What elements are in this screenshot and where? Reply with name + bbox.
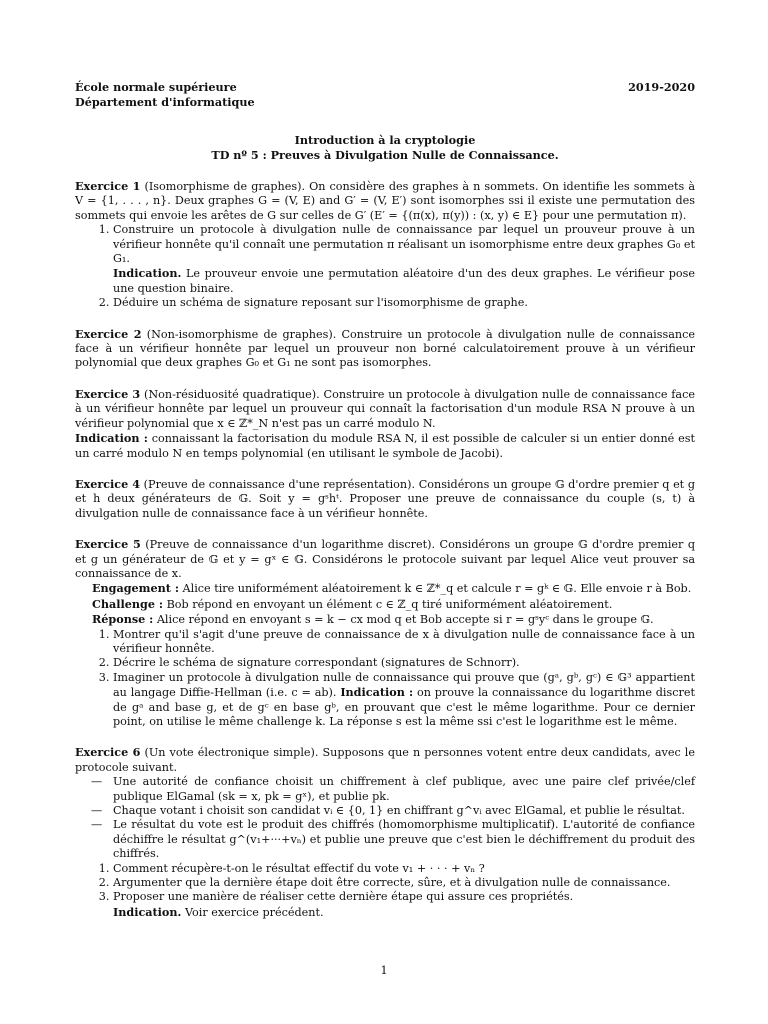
protocol-bullet-3: — Le résultat du vote est le produit des chiffrés (homomorphisme multiplicatif). L'autorité de confiance déchiffre le résultat g^(v₁+···+vₙ) et publie une preuve que c'est bien le déchiffrement du produit des chiffrés. [113, 818, 695, 861]
indication-text: connaissant la factorisation du module RSA N, il est possible de calculer si un entier donné est un carré modulo N en temps polynomial (en utilisant le symbole de Jacobi). [75, 432, 695, 460]
exercise-2-heading: Exercice 2 [75, 326, 142, 341]
exercise-6-item-3: 3. Proposer une manière de réaliser cette dernière étape qui assure ces propriétés. Indication. Voir exercice précédent. [113, 890, 695, 920]
td-title: TD nº 5 : Preuves à Divulgation Nulle de Connaissance. [211, 148, 559, 162]
header [75, 80, 695, 109]
exercise-1-intro: (Isomorphisme de graphes). On considère des graphes à n sommets. On identifie les sommets à V = {1, . . . , n}. Deux graphes G = (V, E) and G′ = (V, E′) sont isomorphes ssi il existe une permutation des sommets qui envoie les arêtes de G sur celles de G′ (E′ = {(π(x), π(y)) : (x, y) ∈ E} pour une permutation π). [75, 180, 696, 222]
exercise-6-items [75, 862, 695, 921]
exercise-6-heading: Exercice 6 [75, 745, 141, 760]
indication-label: Indication : [340, 685, 414, 700]
exercise-1-item-2: 2. Déduire un schéma de signature reposant sur l'isomorphisme de graphe. [113, 296, 695, 310]
exercise-3-text: (Non-résiduosité quadratique). Construire un protocole à divulgation nulle de connaissance face à un vérifieur honnête par lequel un prouveur qui connaît la factorisation d'un module RSA N prouve à un vérifieur polynomial que x ∈ ℤ*_N n'est pas un carré modulo N. [75, 387, 695, 430]
department-name: Département d'informatique [75, 94, 255, 109]
exercise-6-item-1: 1. Comment récupère-t-on le résultat effectif du vote v₁ + · · · + vₙ ? [113, 862, 695, 876]
school-name: École normale supérieure [75, 80, 237, 94]
protocol-bullet-2: — Chaque votant i choisit son candidat vᵢ ∈ {0, 1} en chiffrant g^vᵢ avec ElGamal, et publie le résultat. [113, 804, 695, 818]
page-number: 1 [380, 964, 388, 977]
exercise-6-item-2: 2. Argumenter que la dernière étape doit être correcte, sûre, et à divulgation nulle de connaissance. [113, 876, 695, 890]
exercise-5-items [75, 628, 695, 730]
exercise-5-item-3: 3. Imaginer un protocole à divulgation nulle de connaissance qui prouve que (gᵃ, gᵇ, gᶜ) ∈ 𝔾³ appartient au langage Diffie-Hellman (i.e. c = ab). Indication : on prouve la connaissance du logarithme discret de gᵃ and base g, et de gᶜ en base gᵇ, en prouvant que c'est le même logarithme. Pour ce dernier point, on utilise le même challenge k. La réponse s est la même ssi c'est le logarithme est le même. [113, 671, 695, 730]
exercise-5-intro: (Preuve de connaissance d'un logarithme discret). Considérons un groupe 𝔾 d'ordre premier q et g un générateur de 𝔾 et y = gˣ ∈ 𝔾. Considérons le protocole suivant par lequel Alice veut prouver sa connaissance de x. [75, 538, 696, 580]
exercise-5-heading: Exercice 5 [75, 537, 141, 552]
exercise-1-heading: Exercice 1 [75, 179, 141, 193]
exercise-2 [75, 327, 695, 371]
exercise-4-text: (Preuve de connaissance d'une représentation). Considérons un groupe 𝔾 d'ordre premier q et g et h deux générateurs de 𝔾. Soit y = gˢhᵗ. Proposer une preuve de connaissance du couple (s, t) à divulgation nulle de connaissance face à un vérifieur honnête. [75, 477, 696, 520]
document-title [75, 133, 695, 163]
indication-label: Indication. [113, 266, 182, 281]
exercise-3 [75, 387, 695, 461]
protocol-response: Réponse : Alice répond en envoyant s = k − cx mod q et Bob accepte si r = gˢyᶜ dans le groupe 𝔾. [92, 612, 654, 627]
protocol-steps [75, 581, 695, 627]
exercise-2-text: (Non-isomorphisme de graphes). Construire un protocole à divulgation nulle de connaissance face à un vérifieur honnête par lequel un prouveur non borné calculatoirement prouve à un vérifieur polynomial que deux graphes G₀ et G₁ ne sont pas isomorphes. [75, 327, 695, 370]
exercise-1 [75, 179, 695, 311]
protocol-engagement: Engagement : Alice tire uniformément aléatoirement k ∈ ℤ*_q et calcule r = gᵏ ∈ 𝔾. Elle envoie r à Bob. [92, 581, 692, 596]
exercise-5-item-2: 2. Décrire le schéma de signature correspondant (signatures de Schnorr). [113, 656, 695, 670]
exercise-6-protocol-list [75, 775, 695, 861]
exercise-6 [75, 745, 695, 920]
document-page [75, 80, 695, 920]
indication-label: Indication. [113, 904, 182, 919]
exercise-6-intro: (Un vote électronique simple). Supposons que n personnes votent entre deux candidats, avec le protocole suivant. [75, 746, 695, 774]
indication-text: Le prouveur envoie une permutation aléatoire d'un des deux graphes. Le vérifieur pose une question binaire. [113, 267, 695, 295]
indication-label: Indication : [75, 431, 148, 446]
protocol-challenge: Challenge : Bob répond en envoyant un élément c ∈ ℤ_q tiré uniformément aléatoirement. [92, 596, 613, 611]
course-title: Introduction à la cryptologie [294, 133, 476, 147]
exercise-5 [75, 537, 695, 729]
exercise-5-item-1: 1. Montrer qu'il s'agit d'une preuve de connaissance de x à divulgation nulle de connaissance face à un vérifieur honnête. [113, 628, 695, 657]
exercise-1-item-1: 1. Construire un protocole à divulgation nulle de connaissance par lequel un prouveur prouve à un vérifieur honnête qu'il connaît une permutation π réalisant un isomorphisme entre deux graphes G₀ et G₁. Indication. Le prouveur envoie une permutation aléatoire d'un des deux graphes. Le vérifieur pose une question binaire. [113, 223, 695, 296]
exercise-1-items [75, 223, 695, 310]
exercise-4 [75, 477, 695, 521]
academic-year: 2019-2020 [628, 80, 695, 94]
exercise-4-heading: Exercice 4 [75, 476, 140, 491]
exercise-3-heading: Exercice 3 [75, 386, 141, 401]
protocol-bullet-1: — Une autorité de confiance choisit un chiffrement à clef publique, avec une paire clef privée/clef publique ElGamal (sk = x, pk = gˣ), et publie pk. [113, 775, 695, 804]
